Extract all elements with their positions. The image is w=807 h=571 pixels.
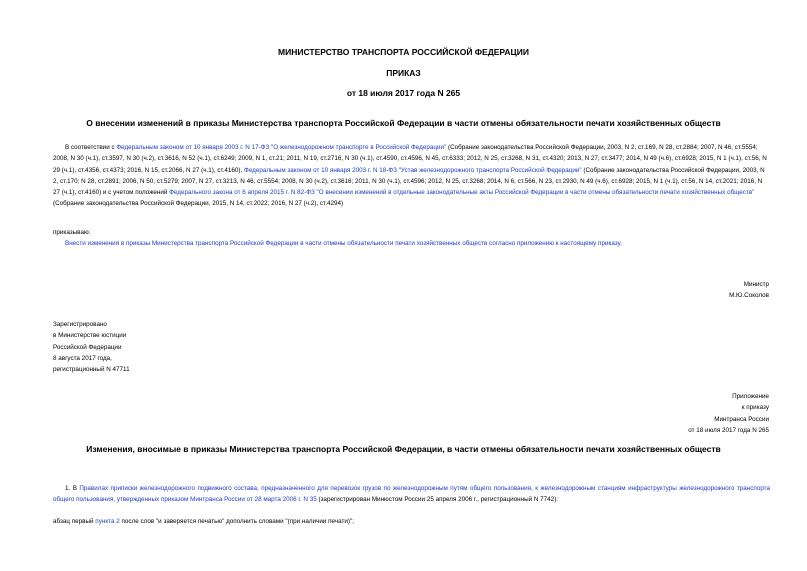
appendix-title: Изменения, вносимые в приказы Министерства транспорта Российской Федерации, в части отмены обязательности печати хозяйственных обществ: [86, 444, 721, 454]
item1-text-1: 1. В: [65, 485, 80, 492]
signature-position: Министр: [743, 281, 769, 288]
registration-line: Зарегистрировано: [53, 321, 107, 328]
appendix-ref-line: к приказу: [741, 404, 769, 412]
signature-name: М.Ю.Соколов: [729, 292, 769, 299]
order-paragraph: [65, 238, 770, 249]
law-18fz-link[interactable]: Федеральным законом от 10 января 2003 г. N 18-ФЗ "Устав железнодорожного транспорта Российской Федерации": [244, 166, 582, 174]
appendix-ref-line: Приложение: [732, 393, 769, 400]
item2-text-2: после слов "и заверяется печатью" дополнить словами "(при наличии печати)";: [119, 518, 354, 525]
appendix-reference: [688, 391, 769, 436]
registration-line: регистрационный N 47711: [53, 366, 130, 374]
rules-35-link[interactable]: Правилах приписки железнодорожного подвижного состава, предназначенного для перевозок грузов по железнодорожным путям общего пользования, к железнодорожным станциям инфраструктуры железнодорожного транспорта общего пользования, утвержденных приказом Минтранса России от 28 марта 2006 г. N 35: [53, 485, 771, 504]
registration-line: 8 августа 2017 года,: [53, 354, 112, 362]
law-82fz-link[interactable]: Федерального закона от 6 апреля 2015 г. N 82-ФЗ "О внесении изменений в отдельные законодательные акты Российской Федерации в части отмены обязательности печати хозяйственных обществ": [169, 189, 755, 197]
appendix-ref-line: Минтранса России: [714, 415, 769, 423]
item2-text-1: абзац первый: [53, 518, 96, 525]
order-changes-link[interactable]: Внести изменения в приказы Министерства транспорта Российской Федерации в части отмены обязательности печати хозяйственных обществ согласно приложению к настоящему приказу.: [65, 240, 622, 247]
preamble-text-1: В соответствии с: [65, 144, 117, 151]
registration-block: [53, 319, 130, 375]
item1-text-2: (зарегистрирован Минюстом России 25 апреля 2006 г., регистрационный N 7742):: [316, 496, 559, 504]
registration-line: в Министерстве юстиции: [53, 332, 127, 340]
point-2-link[interactable]: пункта 2: [95, 518, 120, 525]
appendix-ref-line: от 18 июля 2017 года N 265: [688, 426, 769, 434]
appendix-item-1: [53, 483, 770, 506]
appendix-item-2: [53, 516, 770, 527]
preamble-text-4: (Собрание законодательства Российской Федерации, 2015, N 14, ст.2022; 2016, N 27 (ч.2), ст.4294): [53, 200, 344, 208]
order-label: приказываю:: [53, 229, 91, 236]
doc-type: ПРИКАЗ: [386, 68, 421, 78]
registration-line: Российской Федерации: [53, 343, 122, 351]
page-title: О внесении изменений в приказы Министерства транспорта Российской Федерации в части отмены обязательности печати хозяйственных обществ: [86, 118, 721, 128]
preamble-paragraph: [53, 142, 770, 210]
ministry-title: МИНИСТЕРСТВО ТРАНСПОРТА РОССИЙСКОЙ ФЕДЕРАЦИИ: [278, 47, 529, 57]
preamble-text-2: (Собрание законодательства Российской Федерации, 2003, N 2, ст.169, N 28, ст.2884; 2007, N 46, ст.5554; 2008, N 30 (ч.1), ст.3597, N 30 (ч.2), ст.3616, N 52 (ч.1), ст.6249; 2009, N 1, ст.21; 2011, N 19, ст.2716, N 30 (ч.1), ст.4590, ст.4596, N 45, ст.6333; 2012, N 25, ст.3268, N 31, ст.4320; 2013, N 27, ст.3477; 2014, N 49 (ч.6), ст.6928; 2015, N 1 (ч.1), ст.56, N 29 (ч.1), ст.4356, ст.4373; 2016, N 15, ст.2066, N 27 (ч.1), ст.4160),: [53, 144, 767, 174]
preamble-text-3: (Собрание законодательства Российской Федерации, 2003, N 2, ст.170; N 28, ст.2891; 2006, N 50, ст.5279; 2007, N 27, ст.3213, N 46, ст.5554; 2008, N 30 (ч.2), ст.3616; 2011, N 30 (ч.1), ст.4596; 2012, N 25, ст.3268; 2014, N 6, ст.566, N 23, ст.2930, N 49 (ч.6), ст.6928; 2015, N 1 (ч.1), ст.56, N 14, ст.2021; 2016, N 27 (ч.1), ст.4160) и с учетом положений: [53, 166, 765, 197]
doc-date-number: от 18 июля 2017 года N 265: [346, 88, 461, 98]
law-17fz-link[interactable]: Федеральным законом от 10 января 2003 г. N 17-ФЗ "О железнодорожном транспорте в Российской Федерации": [116, 144, 447, 151]
